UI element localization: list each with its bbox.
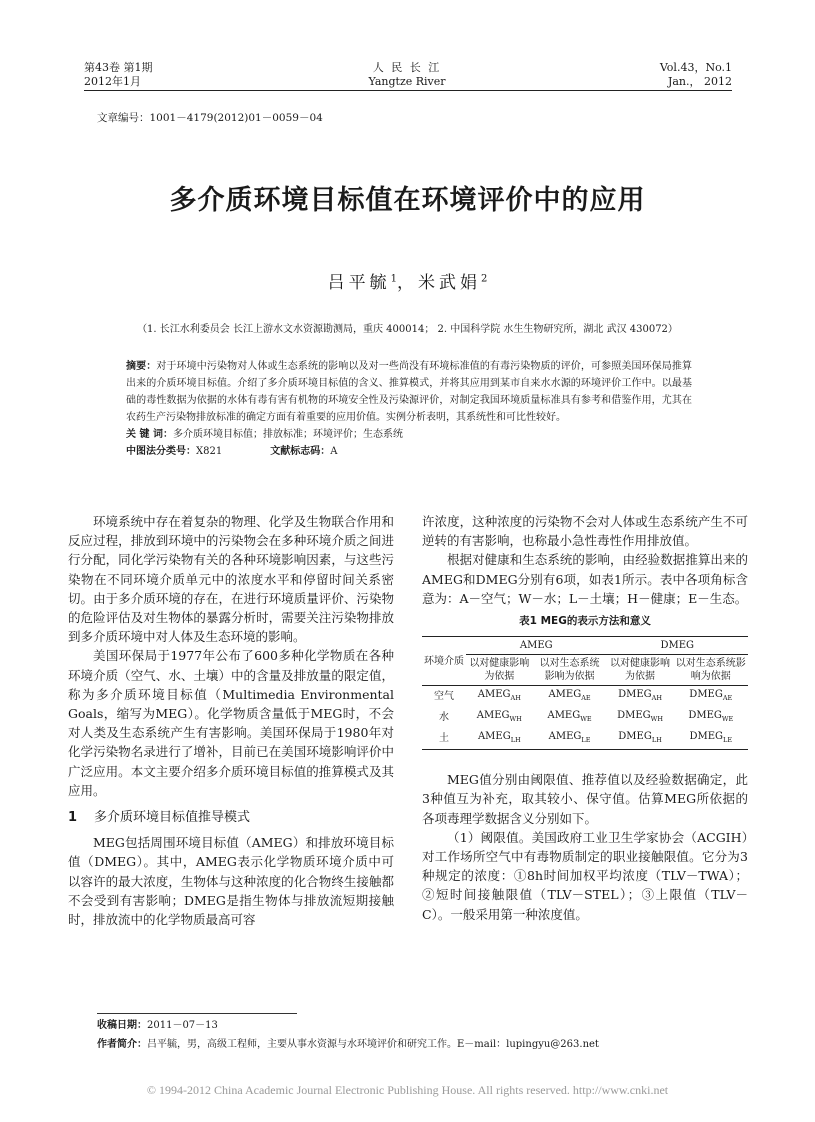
- table-subheader: 以对生态系统影响为依据: [674, 655, 748, 686]
- table-cell: $DMEG_{AE}$: [689, 689, 733, 703]
- table-cell-env: 土: [439, 733, 449, 745]
- table-subheader: 以对健康影响为依据: [607, 655, 674, 686]
- header-volume-en: Vol.43，No.1: [659, 61, 732, 74]
- table-cell: $AMEG_{AH}$: [477, 689, 521, 703]
- header-rule: [84, 90, 732, 91]
- meg-table: [422, 636, 748, 750]
- header-right: [630, 61, 732, 89]
- right-paragraph-3: MEG值分别由阈限值、推荐值以及经验数据确定，此3种值互为补充，取其较小、保守值。估算MEG所依据的各项毒理学数据含义分别如下。: [422, 772, 748, 826]
- doc-code-label: 文献标志码：: [270, 446, 331, 457]
- received-label: 收稿日期：: [97, 1020, 147, 1031]
- left-paragraph-1: 环境系统中存在着复杂的物理、化学及生物联合作用和反应过程，排放到环境中的污染物会在多种环境介质之间进行分配，同化学污染物有关的各种环境影响因素，与这些污染物在不同环境介质单元中的浓度水平和停留时间关系密切。由于多介质环境的存在，在进行环境质量评价、污染物的危险评估及对生物体的暴露分析时，需要关注污染物排放到多介质环境中对人体及生态环境的影响。: [68, 514, 394, 645]
- footnote-rule: [97, 1013, 297, 1014]
- author-2-sup: 2: [481, 273, 488, 285]
- left-column: [68, 512, 394, 929]
- journal-name-cn: 人 民 长 江: [372, 61, 442, 74]
- abstract-label: 摘要：: [126, 361, 157, 372]
- header-volume-cn: 第43卷 第1期: [84, 61, 153, 74]
- copyright-line: © 1994-2012 China Academic Journal Electronic Publishing House. All rights reserved. http://www.cnki.net: [146, 1083, 669, 1097]
- header-date-en: Jan.， 2012: [667, 75, 732, 88]
- table-cell: $AMEG_{AE}$: [548, 689, 591, 703]
- table-cell: $DMEG_{LE}$: [689, 731, 733, 745]
- header-date-cn: 2012年1月: [84, 75, 141, 88]
- left-paragraph-2: 美国环保局于1977年公布了600多种化学物质在各种环境介质（空气、水、土壤）中的含量及排放量的限定值，称为多介质环境目标值（Multimedia Environmental Goals，缩写为MEG）。化学物质含量低于MEG时，不会对人类及生态系统产生有害影响。美国环保局于1980年对化学污染物名录进行了增补，目前已在美国环境影响评价中广泛应用。本文主要介绍多介质环境目标值的推算模式及其应用。: [68, 648, 394, 798]
- footnote: [97, 1016, 737, 1054]
- author-2: 米武娟: [418, 273, 481, 293]
- right-column: [422, 512, 748, 924]
- abstract-text: 对于环境中污染物对人体或生态系统的影响以及对一些尚没有环境标准值的有毒污染物质的评价，可参照美国环保局推算出来的介质环境目标值。介绍了多介质环境目标值的含义、推算模式，并将其应用到某市自来水水源的环境评价工作中。以最基础的毒性数据为依据的水体有毒有害有机物的环境安全性及污染源评价，对制定我国环境质量标准具有参考和借鉴作用，尤其在农药生产污染物排放标准的确定方面有着重要的应用价值。实例分析表明，其系统性和可比性较好。: [126, 361, 693, 423]
- authors: [0, 268, 815, 293]
- section-heading: [68, 808, 394, 827]
- header-center: [357, 61, 457, 89]
- table-cell: $DMEG_{AH}$: [618, 689, 663, 703]
- table-subheader: 以对生态系统影响为依据: [533, 655, 607, 686]
- clc-number: X821: [196, 446, 223, 457]
- table-row: [422, 728, 748, 750]
- article-title: 多介质环境目标值在环境评价中的应用: [169, 185, 646, 216]
- left-paragraph-3: MEG包括周围环境目标值（AMEG）和排放环境目标值（DMEG）。其中，AMEG表示化学物质环境介质中可以容许的最大浓度，生物体与这种浓度的化合物终生接触都不会受到有害影响；DMEG是指生物体与排放流短期接触时，排放流中的化学物质最高可容: [68, 835, 394, 928]
- right-paragraph-1: 许浓度，这种浓度的污染物不会对人体或生态系统产生不可逆转的有害影响，也称最小急性毒性作用排放值。: [422, 514, 748, 549]
- table-cell: $AMEG_{WH}$: [476, 710, 522, 724]
- table-cell: $AMEG_{LH}$: [477, 731, 521, 745]
- author-1: 吕平毓: [327, 273, 391, 293]
- table-cell-env: 空气: [434, 691, 454, 703]
- table-cell: $AMEG_{WE}$: [547, 710, 592, 724]
- section-number: 1: [68, 810, 78, 826]
- keywords: 多介质环境目标值；排放标准；环境评价；生态系统: [172, 429, 403, 440]
- table-header-env: 环境介质: [422, 637, 466, 686]
- right-paragraph-4: （1）阈限值。美国政府工业卫生学家协会（ACGIH）对工作场所空气中有毒物质制定的职业接触限值。它分为3种规定的浓度：①8h时间加权平均浓度（TLV－TWA）；②短时间接触限值（TLV－STEL）；③上限值（TLV－C）。一般采用第一种浓度值。: [422, 829, 748, 922]
- keywords-label: 关 键 词：: [126, 429, 173, 440]
- table-cell: $DMEG_{WE}$: [688, 710, 734, 724]
- table-cell: $AMEG_{LE}$: [548, 731, 591, 745]
- table-row: [422, 707, 748, 728]
- author-bio: 吕平毓，男，高级工程师，主要从事水资源与水环境评价和研究工作。E－mail：lupingyu@263.net: [147, 1039, 599, 1050]
- table-caption: 表1 MEG的表示方法和意义: [519, 615, 651, 628]
- affiliation: （1. 长江水利委员会 长江上游水文水资源勘测局，重庆 400014； 2. 中国科学院 水生生物研究所，湖北 武汉 430072）: [137, 324, 678, 335]
- table-header-dmeg: DMEG: [607, 637, 749, 655]
- clc-label: 中图法分类号：: [126, 446, 196, 457]
- doc-code: A: [330, 446, 338, 457]
- article-number: 文章编号：1001－4179(2012)01－0059－04: [97, 112, 323, 124]
- abstract: [126, 358, 692, 460]
- table-cell-env: 水: [439, 712, 449, 724]
- header-left: [84, 61, 153, 89]
- right-paragraph-2: 根据对健康和生态系统的影响，由经验数据推算出来的AMEG和DMEG分别有6项，如表1所示。表中各项角标含意为：A－空气；W－水；L－土壤；H－健康；E－生态。: [422, 552, 748, 606]
- author-bio-label: 作者简介：: [97, 1039, 147, 1050]
- author-sep: ，: [397, 273, 418, 293]
- section-title: 多介质环境目标值推导模式: [94, 810, 251, 826]
- table-subheader: 以对健康影响为依据: [466, 655, 533, 686]
- table-header-ameg: AMEG: [466, 637, 607, 655]
- received-date: 2011－07－13: [147, 1020, 218, 1031]
- journal-name-en: Yangtze River: [368, 75, 446, 88]
- author-1-sup: 1: [390, 273, 397, 285]
- table-cell: $DMEG_{WH}$: [617, 710, 663, 724]
- table-row: [422, 686, 748, 708]
- table-cell: $DMEG_{LH}$: [618, 731, 662, 745]
